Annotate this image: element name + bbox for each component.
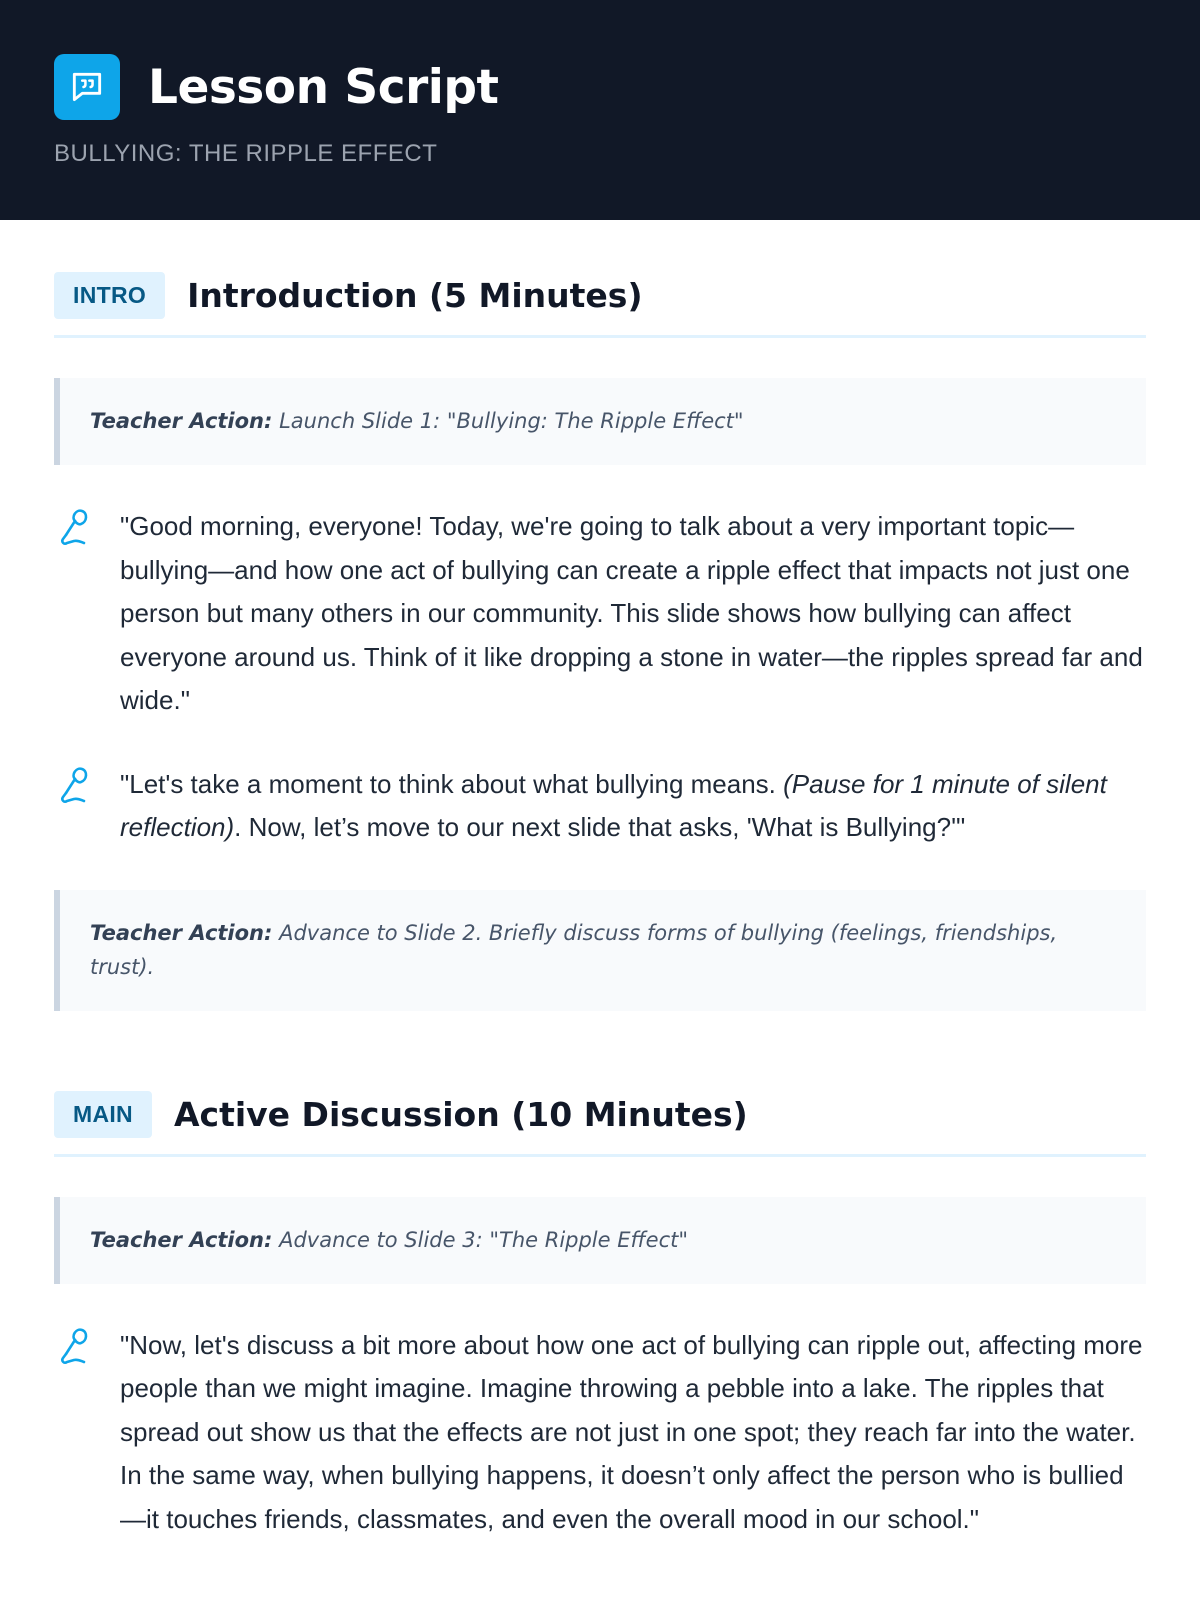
- speech-text-part: "Let's take a moment to think about what bullying means.: [120, 768, 784, 799]
- stage-direction: (Pause for 1 minute of silent reflection): [120, 768, 1107, 842]
- teacher-action-text: Launch Slide 1: "Bullying: The Ripple Effect": [272, 409, 744, 433]
- microphone-icon: [54, 763, 94, 807]
- page-subtitle: BULLYING: THE RIPPLE EFFECT: [54, 140, 438, 167]
- teacher-action-text: Advance to Slide 2. Briefly discuss forms of bullying (feelings, friendships, trust).: [90, 920, 1058, 979]
- microphone-icon: [54, 505, 94, 549]
- page-header: [0, 0, 1200, 220]
- title-row: [54, 54, 1146, 120]
- section-intro: [54, 272, 1146, 1011]
- teacher-action-label: Teacher Action:: [90, 920, 273, 945]
- teacher-action: [54, 890, 1146, 1011]
- teacher-action-label: Teacher Action:: [90, 409, 273, 433]
- speech-text: [120, 763, 1146, 850]
- quote-bubble-icon: [54, 54, 120, 120]
- speech-text-part: . Now, let’s move to our next slide that asks, 'What is Bullying?'": [234, 812, 966, 842]
- teacher-action: [54, 1197, 1146, 1284]
- teacher-action-text: Advance to Slide 3: "The Ripple Effect": [272, 1227, 689, 1252]
- speech-block: [54, 1324, 1146, 1542]
- section-badge: MAIN: [54, 1091, 152, 1138]
- teacher-action-label: Teacher Action:: [90, 1227, 273, 1252]
- section-main: [54, 1091, 1146, 1542]
- speech-text: "Now, let's discuss a bit more about how one act of bullying can ripple out, affecting more people than we might imagine. Imagine throwing a pebble into a lake. The ripples that spread out show us that the effects are not just in one spot; they reach far into the water. In the same way, when bullying happens, it doesn’t only affect the person who is bullied—it touches friends, classmates, and even the overall mood in our school.": [120, 1329, 1143, 1534]
- section-header: [54, 272, 1146, 338]
- section-title: Introduction (5 Minutes): [187, 276, 643, 315]
- section-title: Active Discussion (10 Minutes): [173, 1094, 748, 1134]
- page-title: Lesson Script: [148, 59, 499, 115]
- section-badge: INTRO: [54, 272, 165, 319]
- speech-block: [54, 763, 1146, 850]
- speech-text: "Good morning, everyone! Today, we're going to talk about a very important topic—bullying—and how one act of bullying can create a ripple effect that impacts not just one person but many others in our community. This slide shows how bullying can affect everyone around us. Think of it like dropping a stone in water—the ripples spread far and wide.": [120, 511, 1143, 715]
- section-header: [54, 1091, 1146, 1157]
- speech-block: [54, 505, 1146, 723]
- microphone-icon: [54, 1324, 94, 1368]
- teacher-action: [54, 378, 1146, 465]
- lesson-content: [0, 220, 1200, 1541]
